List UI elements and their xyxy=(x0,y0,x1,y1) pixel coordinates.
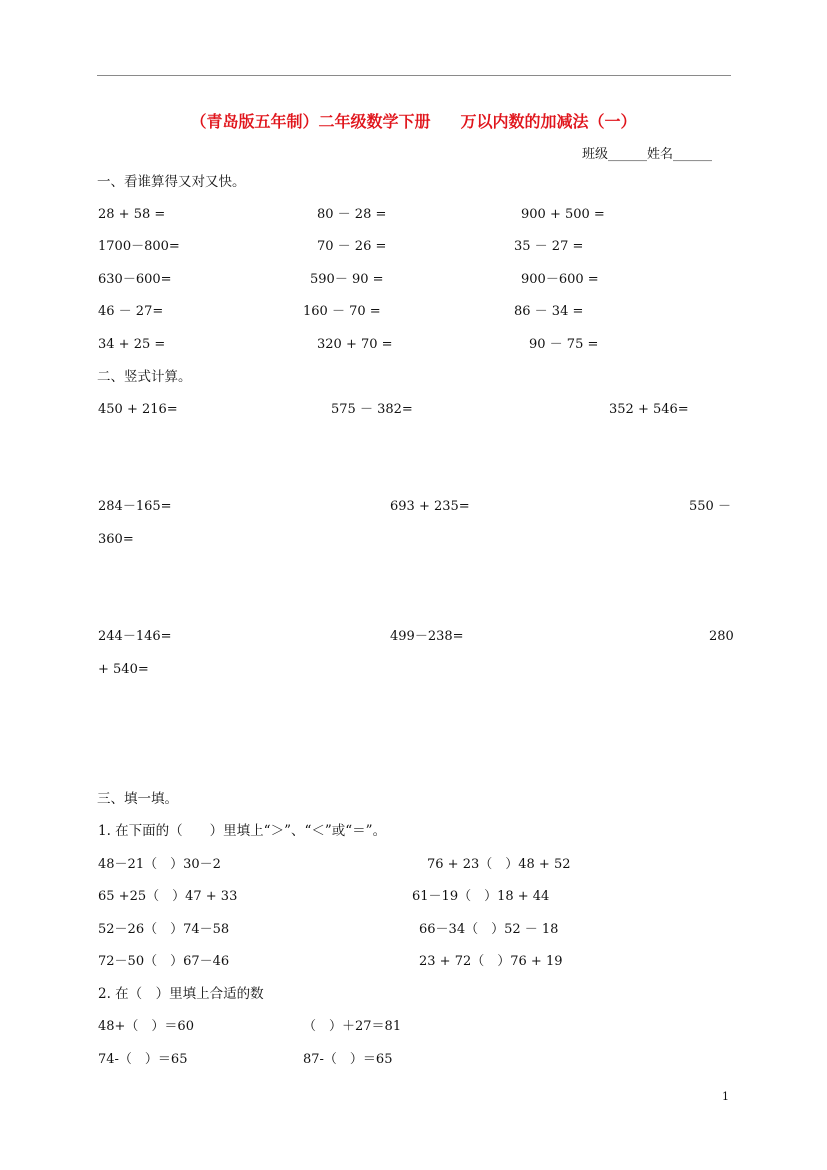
section1-heading: 一、看谁算得又对又快。 xyxy=(97,174,246,190)
vertical-calc-item-wrap: + 540= xyxy=(98,662,149,677)
calc-item: 590－ 90 = xyxy=(310,272,384,287)
class-name-line: 班级______姓名______ xyxy=(582,147,713,162)
compare-item: 65 +25（ ）47 + 33 xyxy=(98,889,238,904)
calc-item: 46 － 27= xyxy=(98,304,164,319)
title-left: （青岛版五年制）二年级数学下册 xyxy=(190,112,431,131)
calc-item: 900－600 = xyxy=(521,272,599,287)
title-right: 万以内数的加减法（一） xyxy=(460,112,637,131)
calc-item: 70 － 26 = xyxy=(317,239,387,254)
vertical-calc-item: 575 － 382= xyxy=(331,402,413,417)
calc-item: 90 － 75 = xyxy=(529,337,599,352)
calc-item: 35 － 27 = xyxy=(514,239,584,254)
section2-heading: 二、竖式计算。 xyxy=(97,369,192,385)
vertical-calc-item: 244－146= xyxy=(98,629,172,644)
calc-item: 86 － 34 = xyxy=(514,304,584,319)
q2-prompt: 2. 在（ ）里填上合适的数 xyxy=(98,986,264,1002)
compare-item: 48－21（ ）30－2 xyxy=(98,857,221,872)
vertical-calc-item: 280 xyxy=(709,629,734,644)
compare-item: 66－34（ ）52 － 18 xyxy=(419,922,559,937)
compare-item: 76 + 23（ ）48 + 52 xyxy=(427,857,571,872)
vertical-calc-item: 284－165= xyxy=(98,499,172,514)
vertical-calc-item: 352 + 546= xyxy=(609,402,689,417)
fill-item: 87-（ ）＝65 xyxy=(303,1052,393,1067)
calc-item: 630－600= xyxy=(98,272,172,287)
fill-item: 48+（ ）＝60 xyxy=(98,1019,194,1034)
fill-item: （ ）＋27＝81 xyxy=(303,1019,402,1034)
header-rule xyxy=(97,75,731,76)
compare-item: 52－26（ ）74－58 xyxy=(98,922,230,937)
compare-item: 23 + 72（ ）76 + 19 xyxy=(419,954,563,969)
page-title xyxy=(0,112,827,132)
vertical-calc-item: 499－238= xyxy=(390,629,464,644)
section3-heading: 三、填一填。 xyxy=(97,791,178,807)
page-number: 1 xyxy=(722,1090,729,1103)
calc-item: 320 + 70 = xyxy=(317,337,393,352)
vertical-calc-item: 450 + 216= xyxy=(98,402,178,417)
calc-item: 34 + 25 = xyxy=(98,337,166,352)
q1-prompt: 1. 在下面的（ ）里填上“＞”、“＜”或“＝”。 xyxy=(98,823,387,839)
fill-item: 74-（ ）＝65 xyxy=(98,1052,188,1067)
vertical-calc-item: 550 － xyxy=(689,499,731,514)
compare-item: 61－19（ ）18 + 44 xyxy=(412,889,550,904)
vertical-calc-item: 693 + 235= xyxy=(390,499,470,514)
calc-item: 1700－800= xyxy=(98,239,180,254)
calc-item: 160 － 70 = xyxy=(303,304,381,319)
calc-item: 80 － 28 = xyxy=(317,207,387,222)
calc-item: 28 + 58 = xyxy=(98,207,166,222)
compare-item: 72－50（ ）67－46 xyxy=(98,954,230,969)
vertical-calc-item-wrap: 360= xyxy=(98,532,134,547)
calc-item: 900 + 500 = xyxy=(521,207,605,222)
